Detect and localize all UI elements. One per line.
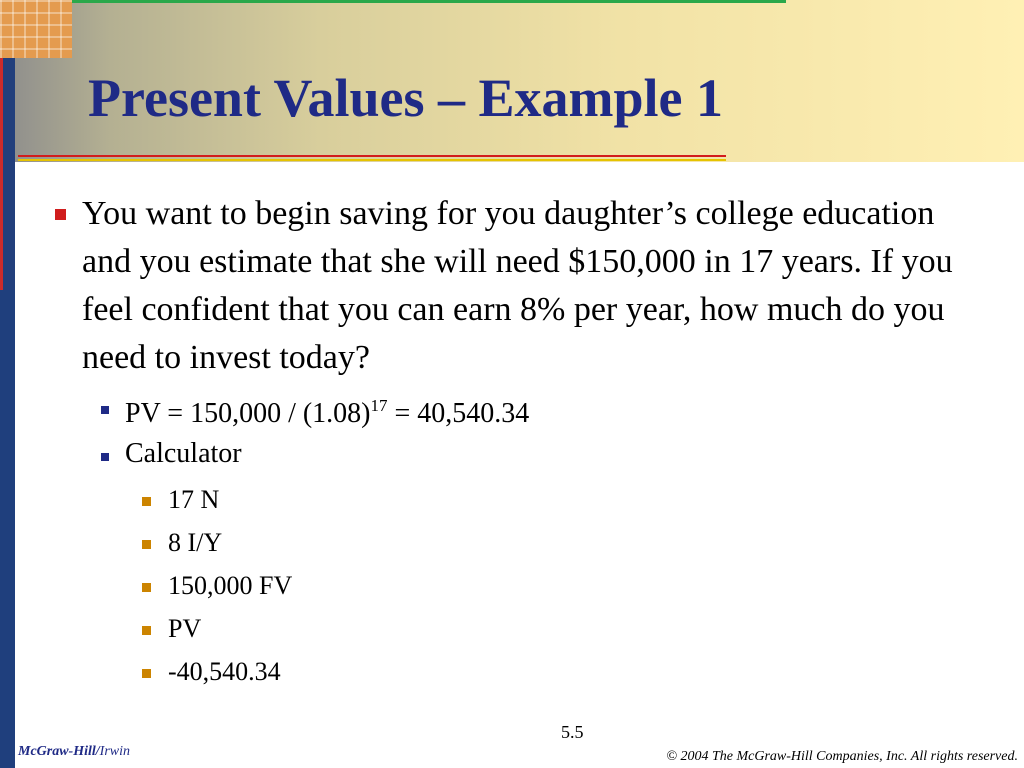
bullet-square-icon — [101, 406, 109, 414]
bullet-square-icon — [142, 583, 151, 592]
pv-formula-result: = 40,540.34 — [387, 398, 530, 429]
slide-title: Present Values – Example 1 — [88, 68, 724, 128]
header-top-line — [60, 0, 786, 3]
logo-sub-text: Irwin — [99, 744, 131, 759]
logo-main-text: McGraw-Hill/ — [18, 744, 100, 759]
calculator-step: -40,540.34 — [168, 657, 281, 686]
pv-formula-base: PV = 150,000 / (1.08) — [125, 398, 371, 429]
bullet-square-icon — [55, 209, 66, 220]
calculator-step: 8 I/Y — [168, 528, 223, 557]
calculator-step: PV — [168, 614, 202, 643]
calculator-step: 150,000 FV — [168, 571, 293, 600]
copyright-notice: © 2004 The McGraw-Hill Companies, Inc. All rights reserved. — [666, 749, 1018, 764]
title-underline-red — [18, 155, 726, 157]
bullet-square-icon — [101, 453, 109, 461]
pv-formula — [125, 389, 529, 431]
pv-formula-exponent: 17 — [370, 396, 388, 415]
calculator-label: Calculator — [125, 438, 242, 469]
corner-grid-decoration — [0, 0, 72, 58]
bullet-square-icon — [142, 626, 151, 635]
bullet-square-icon — [142, 497, 151, 506]
calculator-step: 17 N — [168, 485, 220, 514]
main-bullet-text: You want to begin saving for you daughter’s college education and you estimate that she will need $150,000 in 17 years. If you feel confident that you can earn 8% per year, how much do you need to invest today? — [82, 195, 953, 376]
left-accent-bar-navy-upper — [3, 58, 15, 290]
bullet-square-icon — [142, 669, 151, 678]
publisher-logo — [18, 744, 130, 760]
left-accent-bar-navy — [0, 290, 15, 768]
page-number: 5.5 — [561, 722, 584, 742]
bullet-square-icon — [142, 540, 151, 549]
title-underline-yellow — [18, 159, 726, 161]
